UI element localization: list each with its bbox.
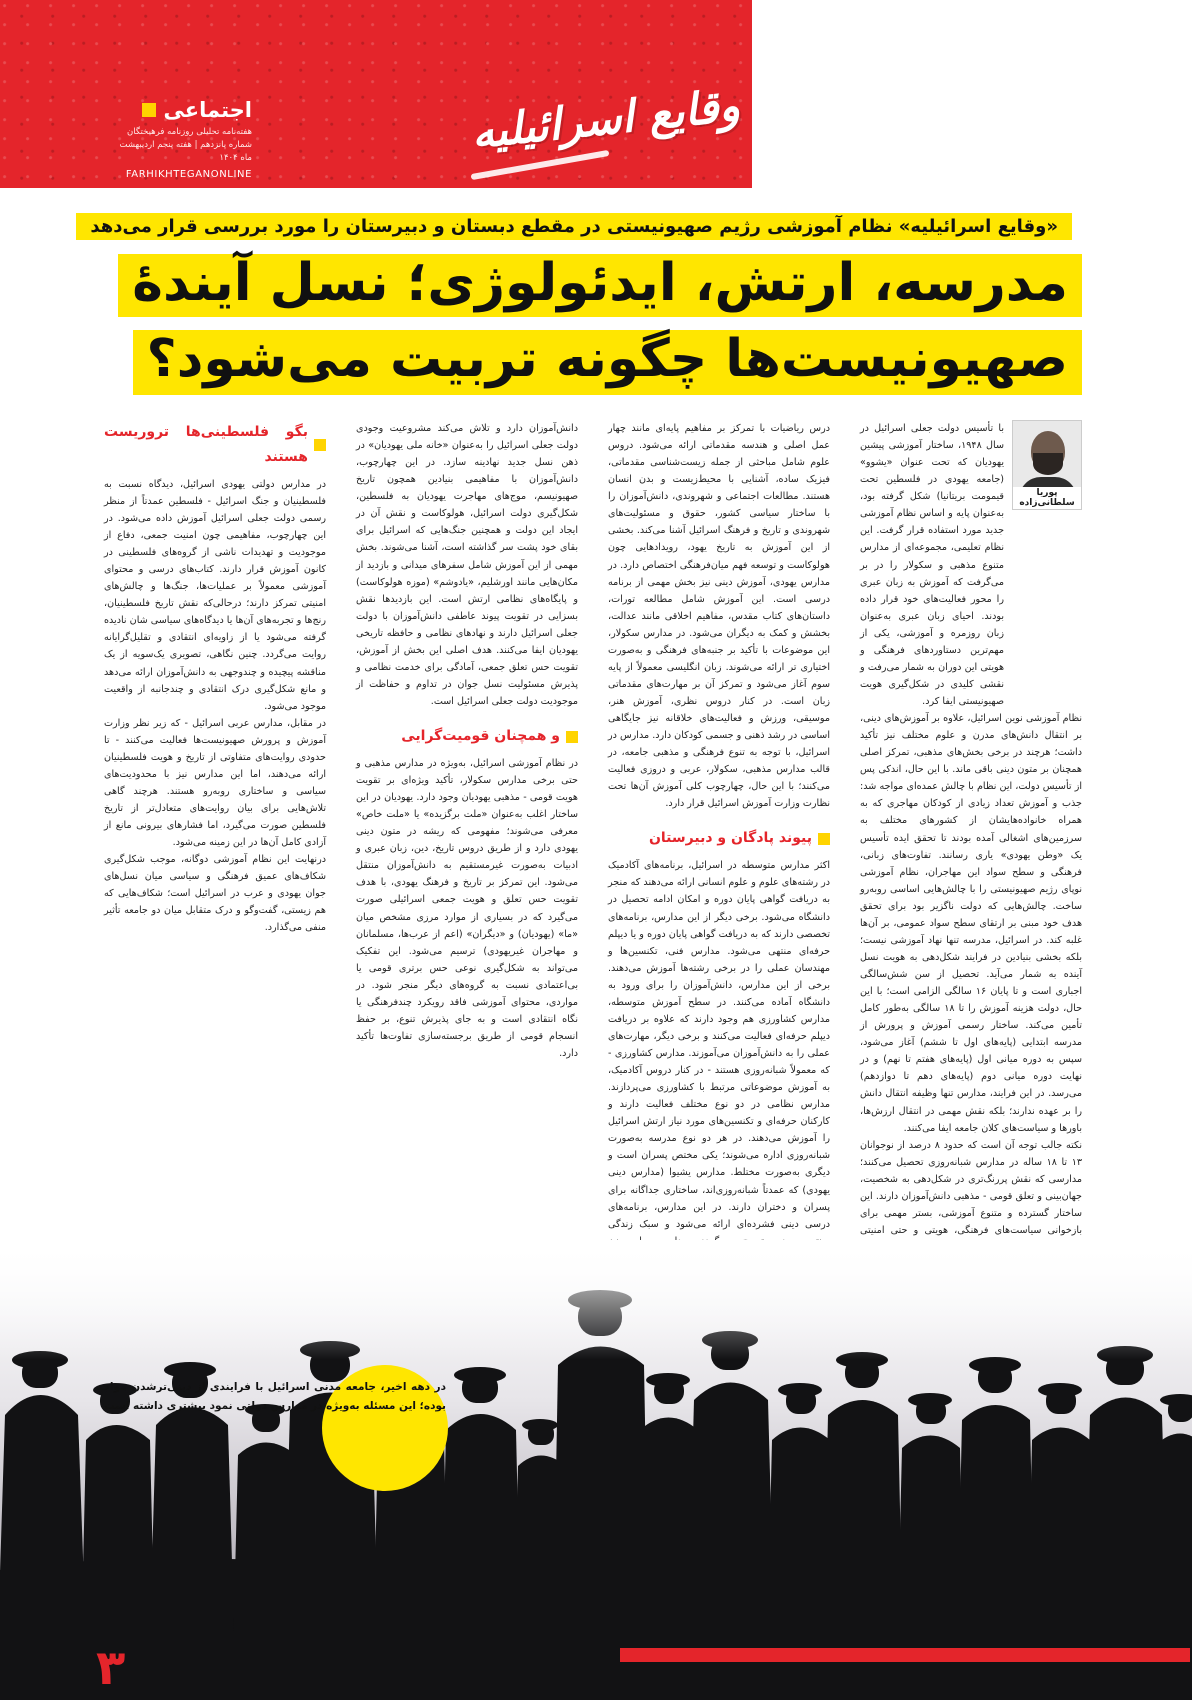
paragraph: نظام آموزشی نوین اسرائیل، علاوه بر آموزش‌های دینی، بر انتقال دانش‌های مدرن و علوم مختلف نیز تأکید داشت؛ هرچند در برخی بخش‌های مذهبی، تمرکز اصلی همچنان بر متون دینی باقی ماند. با این حال، اندکی پس از تأسیس دولت، این نظام با چالش عمده‌ای مواجه شد: جذب و آموزش تعداد زیادی از کودکان مهاجری که به همراه خانواده‌هایشان از کشورهای مختلف به سرزمین‌های اشغالی آمده بودند تا تحقق ایده تأسیس یک «وطن یهودی» یاری رسانند. تفاوت‌های زبانی، فرهنگی و سطح سواد این مهاجران، نظام آموزشی نوپای رژیم صهیونیستی را با چالش‌هایی اساسی روبه‌رو ساخت. چالش‌هایی که دولت ناگزیر بود برای تحقق هدف خود مبنی بر ارتقای سطح سواد عمومی، بر آن‌ها غلبه کند. در اسرائیل، مدرسه تنها نهاد آموزشی نیست؛ بلکه بخشی بنیادین در فرایند شکل‌دهی به هویت نسل آینده به شمار می‌آید. تحصیل از سن شش‌سالگی اجباری است و تا پایان ۱۶ سالگی الزامی است؛ با این حال، دولت هزینه آموزش را تا ۱۸ سالگی به‌طور کامل تأمین می‌کند. ساختار رسمی آموزش و پرورش از مدرسه ابتدایی (پایه‌های اول تا ششم) آغاز می‌شود، سپس به دوره میانی اول (پایه‌های هفتم تا نهم) و در نهایت دوره میانی دوم (پایه‌های دهم تا دوازدهم) می‌رسد. در این فرایند، مدارس تنها وظیفه انتقال دانش را بر عهده ندارند؛ بلکه نقش مهمی در انتقال ارزش‌ها، باورها و سیاست‌های کلان جامعه ایفا می‌کنند. [860, 713, 1082, 1134]
subheading [608, 826, 830, 851]
author-name: پوریا سلطانی‌زاده [1013, 487, 1081, 509]
subheading-text: پیوند پادگان و دبیرستان [648, 830, 812, 847]
footer-red-bar [620, 1648, 1190, 1662]
yellow-square-icon [566, 731, 578, 743]
site-url[interactable]: FARHIKHTEGANONLINE [125, 168, 252, 180]
paragraph: درنهایت این نظام آموزشی دوگانه، موجب شکل‌گیری شکاف‌های عمیق فرهنگی و سیاسی میان نسل‌های جوان یهودی و عرب در اسرائیل است؛ شکاف‌هایی که هم زیستی، گفت‌وگو و درک متقابل میان دو جامعه تأثیر منفی می‌گذارد. [104, 854, 326, 934]
subheading [356, 724, 578, 749]
section-name [142, 98, 252, 122]
silhouette-photo [0, 1240, 1192, 1700]
page-number: ۳ [96, 1640, 126, 1696]
pull-quote-text: در دهه اخیر، جامعه مدنی اسرائیل با فرایندی از دینی‌ترشدن مواجه بوده؛ این مسئله به‌ویژه در مدارس دولتی نمود بیشتری داشته است [96, 1381, 446, 1412]
yellow-square-icon [314, 439, 326, 451]
paragraph: با تأسیس دولت جعلی اسرائیل در سال ۱۹۴۸، ساختار آموزشی پیشین یهودیان که تحت عنوان «یشوو» (جامعه یهودی در فلسطین تحت قیمومت بریتانیا) شکل گرفته بود، به‌عنوان پایه و اساس نظام آموزشی جدید مورد استفاده قرار گرفت. این نظام تعلیمی، مجموعه‌ای از مدارس متنوع مذهبی و سکولار را در بر می‌گرفت که آموزش به زبان عبری را محور فعالیت‌های خود قرار داده بودند. احیای زبان عبری به‌عنوان زبان روزمره و آموزشی، یکی از مهم‌ترین دستاوردهای فرهنگی و هویتی این دوران به شمار می‌رفت و نقشی کلیدی در شکل‌گیری هویت صهیونیستی ایفا کرد. [860, 423, 1004, 707]
photo-top-fade [0, 1240, 1192, 1360]
article-column-4 [104, 420, 326, 937]
author-box [1012, 420, 1082, 510]
pull-quote [96, 1378, 446, 1416]
paragraph: در نظام آموزشی اسرائیل، به‌ویژه در مدارس مذهبی و حتی برخی مدارس سکولار، تأکید ویژه‌ای بر تقویت هویت قومی - مذهبی یهودیان وجود دارد. یهودیان در این ساختار اغلب به‌عنوان «ملت برگزیده» یا «ملت خاص» معرفی می‌شوند؛ مفهومی که ریشه در متون دینی یهودی دارد و از طریق دروس تاریخ، دین، زبان عبری و ادبیات به‌صورت غیرمستقیم به دانش‌آموزان منتقل می‌شود. این تمرکز بر تاریخ و فرهنگ یهودی، با هدف تقویت حس تعلق و هویت جمعی اسرائیلی صورت می‌گیرد که در بسیاری از موارد مرزی مشخص میان «ما» (یهودیان) و «دیگران» (اعم از عرب‌ها، مسلمانان و مهاجران غیریهودی) ترسیم می‌شود. این تفکیک می‌تواند به شکل‌گیری نوعی حس برتری قومی یا بی‌اعتمادی نسبت به گروه‌های دیگر منجر شود. در مواردی، محتوای آموزشی فاقد رویکرد چندفرهنگی یا نگاه انتقادی است و به جای پذیرش تنوع، بر حفظ انسجام قومی از طریق برجسته‌سازی تفاوت‌ها تأکید دارد. [356, 757, 578, 1060]
section-label: اجتماعی [163, 98, 252, 122]
logo[interactable] [468, 80, 742, 176]
paper-info [110, 126, 252, 166]
subheading [104, 420, 326, 470]
subheading-text: و همچنان قومیت‌گرایی [401, 728, 560, 745]
paragraph: دانش‌آموزان دارد و تلاش می‌کند مشروعیت وجودی دولت جعلی اسرائیل را به‌عنوان «خانه ملی یهودیان» در ذهن نسل جدید نهادینه سازد. در این چهارچوب، دانش‌آموزان با مفاهیمی بنیادین همچون تاریخ صهیونیسم، موج‌های مهاجرت یهودیان به فلسطین، شکل‌گیری دولت اسرائیل، هولوکاست و نقش آن در ایجاد این دولت و همچنین جنگ‌هایی که اسرائیل برای بقای خود پشت سر گذاشته است، آشنا می‌شوند. بخش مهمی از این آموزش شامل سفرهای میدانی و بازدید از مکان‌هایی مانند اورشلیم، «یادوشم» (موزه هولوکاست) و پایگاه‌های نظامی ارتش است. این بازدیدها نقش بسزایی در تقویت پیوند عاطفی دانش‌آموزان با دولت جعلی اسرائیل دارند و نهادهای نظامی و حافظه تاریخی یهودیان ایفا می‌کنند. هدف اصلی این بخش از آموزش، تقویت حس تعلق جمعی، آمادگی برای خدمت نظامی و پذیرش مسئولیت نسل جوان در تداوم و حفاظت از موجودیت دولت جعلی اسرائیل است. [356, 423, 578, 707]
subheading-text: بگو فلسطینی‌ها تروریست هستند [104, 424, 308, 465]
headline-line1: مدرسه، ارتش، ایدئولوژی؛ نسل آیندهٔ [118, 254, 1082, 317]
article-column-3 [356, 420, 578, 1062]
paragraph: در مدارس دولتی یهودی اسرائیل، دیدگاه نسبت به فلسطینیان و جنگ اسرائیل - فلسطین عمدتاً از منظر رسمی دولت جعلی اسرائیل آموزش داده می‌شود. در این چهارچوب، مفاهیمی چون امنیت جمعی، دفاع از موجودیت و تهدیدات ناشی از گروه‌های فلسطینی در کانون آموزش قرار دارند. کتاب‌های درسی و محتوای آموزشی معمولاً بر عملیات‌ها، جنگ‌ها و چالش‌های امنیتی تمرکز دارند؛ درحالی‌که نقش تاریخ فلسطینیان، رنج‌ها و تجربه‌های آن‌ها یا دیدگاه‌های سیاسی شان نادیده گرفته می‌شود یا از زاویه‌ای انتقادی و تقلیل‌گرایانه روایت می‌گردد. چنین نگاهی، تصویری یک‌سویه از یک مناقشه پیچیده و چندوجهی به دانش‌آموزان ارائه می‌دهد و مانع شکل‌گیری درک انتقادی و چندجانبه از واقعیت موجود می‌شود. [104, 478, 326, 712]
yellow-square-icon [818, 833, 830, 845]
headline-kicker: «وقایع اسرائیلیه» نظام آموزشی رژیم صهیونیستی در مقطع دبستان و دبیرستان را مورد بررسی قرار می‌دهد [76, 213, 1072, 240]
yellow-square-icon [142, 103, 156, 117]
paragraph: نکته جالب توجه آن است که حدود ۸ درصد از نوجوانان ۱۳ تا ۱۸ ساله در مدارس شبانه‌روزی تحصیل می‌کنند؛ مدارسی که نقش پررنگ‌تری در شکل‌دهی به شخصیت، جهان‌بینی و تعلق قومی - مذهبی دانش‌آموزان دارند. این ساختار گسترده و متنوع آموزشی، بستر مهمی برای بازخوانی سیاست‌های فرهنگی، هویتی و حتی امنیتی [860, 1139, 1082, 1236]
paragraph: درس ریاضیات با تمرکز بر مفاهیم پایه‌ای مانند چهار عمل اصلی و هندسه مقدماتی ارائه می‌شود. دروس علوم شامل مباحثی از جمله زیست‌شناسی مقدماتی، فیزیک ساده، آشنایی با محیط‌زیست و بدن انسان هستند. مطالعات اجتماعی و شهروندی، دانش‌آموزان را با ساختار سیاسی کشور، حقوق و مسئولیت‌های شهروندی و تاریخ و فرهنگ اسرائیل آشنا می‌کند. بخشی از این آموزش به تاریخ یهود، رویدادهایی چون هولوکاست و توسعه فهم میان‌فرهنگی اختصاص دارد. در مدارس یهودی، آموزش دینی نیز بخش مهمی از برنامه درسی است. این آموزش شامل مطالعه تورات، داستان‌های کتاب مقدس، مفاهیم اخلاقی مانند عدالت، بخشش و کمک به دیگران می‌شود. در مدارس سکولار، این موضوعات با تأکید بر جنبه‌های فرهنگی و به‌صورت اختیاری تر ارائه می‌شوند. زبان انگلیسی معمولاً از پایه سوم آغاز می‌شود و تمرکز آن بر مهارت‌های مقدماتی زبان است. در کنار دروس نظری، آموزش هنر، موسیقی، ورزش و فعالیت‌های خلاقانه نیز جایگاهی اساسی در رشد ذهنی و جسمی کودکان دارد. مدارس در اسرائیل، با توجه به تنوع فرهنگی و مذهبی جامعه، در قالب مدارس مذهبی، سکولار، عربی و دروزی فعالیت می‌کنند؛ با این حال، چهارچوب کلی آموزش آن‌ها تحت نظارت وزارت آموزش اسرائیل قرار دارد. [608, 423, 830, 810]
paper-info-line2: شماره پانزدهم | هفته پنجم اردیبهشت ماه ۱۴۰۴ [119, 140, 252, 164]
paragraph: اکثر مدارس متوسطه در اسرائیل، برنامه‌های آکادمیک در رشته‌های علوم و علوم انسانی ارائه می‌دهند که منجر به دریافت گواهی پایان دوره و امکان ادامه تحصیل در دانشگاه می‌شود. برخی دیگر از این مدارس، برنامه‌های تخصصی دارند که به دریافت گواهی پایان دوره و یا دیپلم حرفه‌ای منتهی می‌شود. مدارس فنی، تکنسین‌ها و مهندسان عملی را در برخی رشته‌ها آموزش می‌دهند. برخی از این مدارس، دانش‌آموزان را برای ورود به دانشگاه آماده می‌کنند. در سطح آموزش متوسطه، مدارس کشاورزی هم وجود دارند که علاوه بر دریافت دیپلم حرفه‌ای فعالیت می‌کنند و برخی دیگر، مهارت‌های عملی را به دانش‌آموزان می‌آموزند. مدارس کشاورزی - که معمولاً شبانه‌روزی هستند - در کنار دروس آکادمیک، به آموزش موضوعاتی مرتبط با کشاورزی می‌پردازند. مدارس نظامی در دو نوع مختلف فعالیت دارند و کارکنان حرفه‌ای و تکنسین‌های مورد نیاز ارتش اسرائیل را آموزش می‌دهند. در هر دو نوع مدرسه به‌صورت شبانه‌روزی اداره می‌شوند؛ یکی مختص پسران است و دیگری به‌صورت مختلط. مدارس یشیوا (مدارس دینی یهودی) که عمدتاً شبانه‌روزی‌اند، ساختاری جداگانه برای پسران و دختران دارند. در این مدارس، برنامه‌های درسی دینی فشرده‌ای ارائه می‌شود و سبک زندگی [608, 860, 830, 1230]
paper-info-line1: هفته‌نامه تحلیلی روزنامه فرهیختگان [127, 127, 252, 137]
masthead [0, 0, 752, 188]
logo-text: وقایع اسرائیلیه [468, 80, 742, 159]
author-beard [1033, 453, 1063, 475]
section-tag [110, 98, 252, 180]
headline-line2: صهیونیست‌ها چگونه تربیت می‌شود؟ [133, 330, 1082, 395]
paragraph: در مقابل، مدارس عربی اسرائیل - که زیر نظر وزارت آموزش و پرورش صهیونیست‌ها فعالیت می‌کنند - تا حدودی روایت‌های متفاوتی از تاریخ و هویت فلسطینیان ارائه می‌دهند، اما این مدارس نیز با محدودیت‌های سیاسی و ساختاری روبه‌رو هستند. هرچند گاهی تلاش‌هایی برای بیان روایت‌های متعادل‌تر از تاریخ فلسطین صورت می‌گیرد، اما فشارهای بیرونی مانع از آزادی کامل آن‌ها در این زمینه می‌شود. [104, 717, 326, 849]
